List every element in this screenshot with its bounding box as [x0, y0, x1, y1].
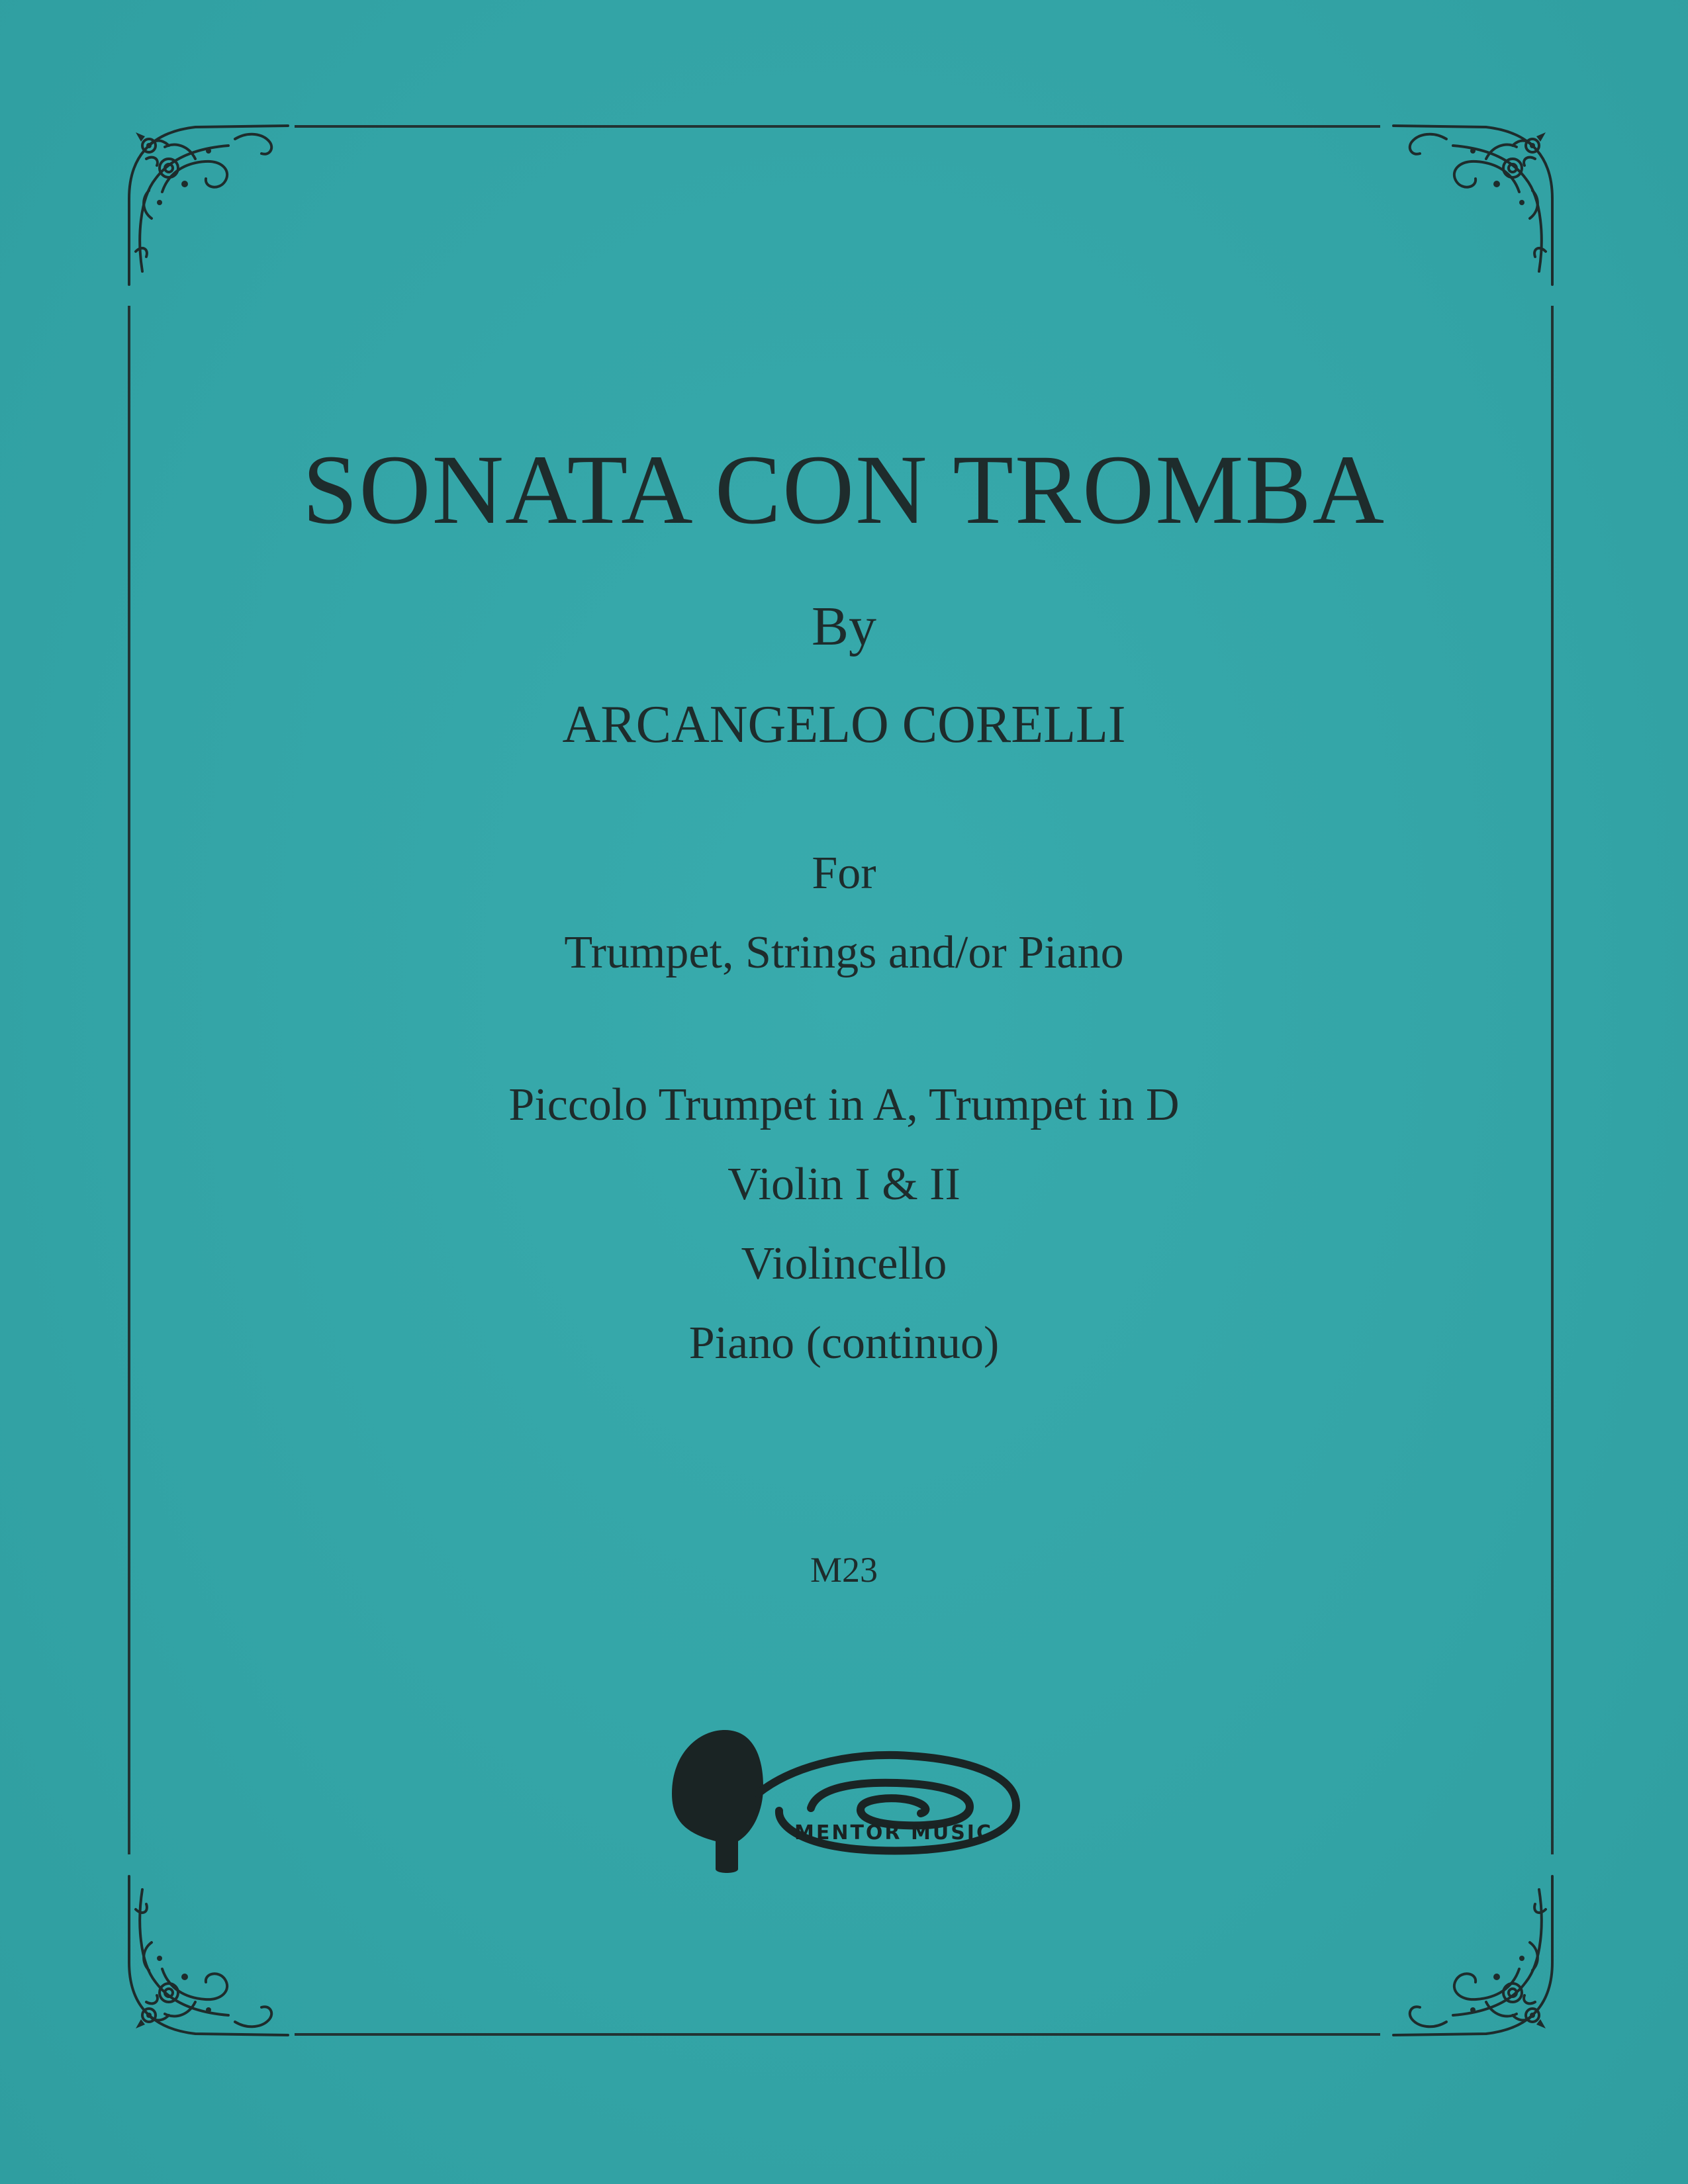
- trumpet-bell-spiral-icon: [659, 1727, 1029, 1880]
- publisher-name: MENTOR MUSIC: [794, 1821, 993, 1844]
- instrument-line: Violin I & II: [727, 1159, 961, 1210]
- instrument-line: Piano (continuo): [688, 1318, 1000, 1369]
- corner-ornament-icon: [1387, 119, 1559, 291]
- corner-ornament-icon: [122, 1870, 295, 2042]
- instrument-line: Piccolo Trumpet in A, Trumpet in D: [508, 1079, 1180, 1130]
- border-bottom-rule: [295, 2033, 1380, 2036]
- instrument-line: Violincello: [741, 1238, 947, 1289]
- border-top-rule: [295, 125, 1380, 128]
- composer-name: ARCANGELO CORELLI: [562, 696, 1126, 754]
- for-label: For: [812, 848, 876, 899]
- by-label: By: [811, 596, 877, 657]
- corner-ornament-icon: [122, 119, 295, 291]
- corner-ornament-icon: [1387, 1870, 1559, 2042]
- catalog-number: M23: [810, 1550, 878, 1590]
- piece-title: SONATA CON TROMBA: [302, 435, 1386, 545]
- scoring-line: Trumpet, Strings and/or Piano: [564, 927, 1124, 978]
- publisher-logo: [659, 1727, 1029, 1880]
